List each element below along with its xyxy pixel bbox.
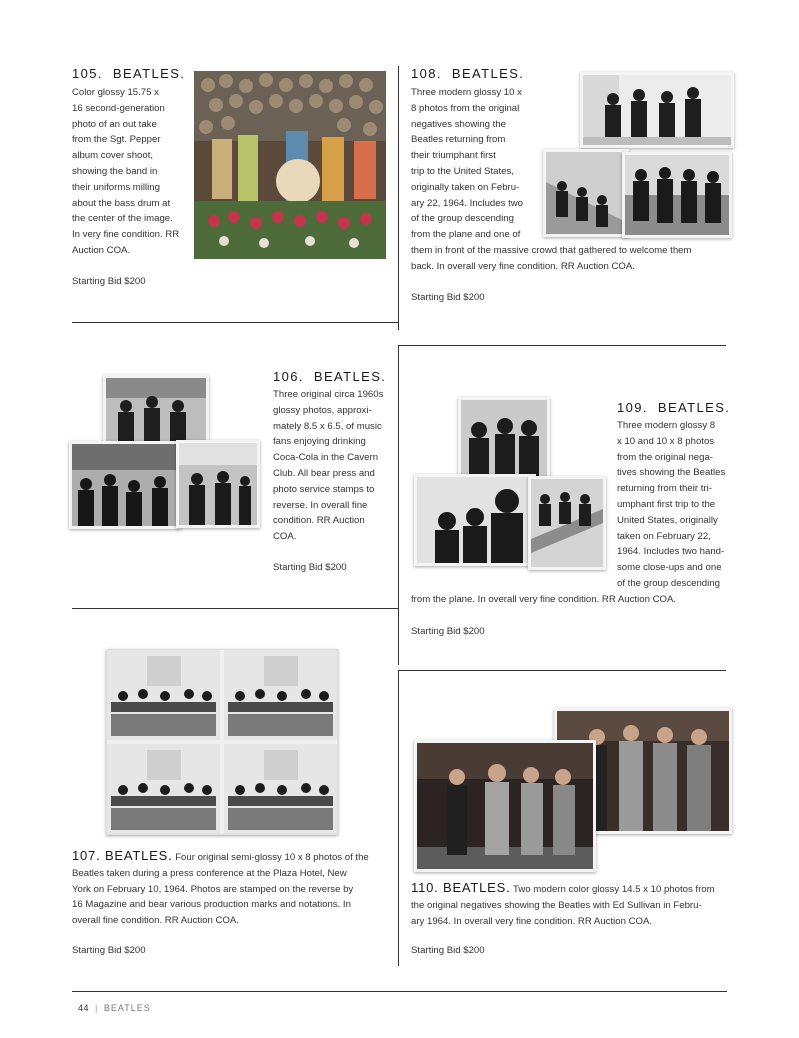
lot-109-title: BEATLES.: [657, 400, 731, 415]
lot-109-description: Three modern glossy 8 x 10 and 10 x 8 photos from the original nega- tives showing the Beatles returning from their tri- umphant first trip to the United States, originally taken on February 22, 1964. Includes two hand- some close-ups and one of the group descending: [617, 420, 726, 589]
lot-110-description: 110. BEATLES. Two modern color glossy 14.5 x 10 photos from the original negatives showing the Beatles with Ed Sullivan in Febru- ary 1964. In overall very fine condition. RR Auction COA.: [411, 880, 715, 927]
lot-105-starting-bid: Starting Bid $200: [72, 276, 146, 287]
lot-109-number: 109.: [617, 400, 648, 415]
lot-106-photo-top[interactable]: [103, 375, 209, 448]
footer-divider: |: [95, 1003, 98, 1013]
page-footer: [78, 1003, 151, 1013]
lot-105-description: Color glossy 15.75 x 16 second-generation photo of an out take from the Sgt. Pepper album cover shoot, showing the band in their uniforms milling about the bass drum at the center of the image. In very fine condition. RR Auction COA.: [72, 87, 180, 256]
page-number: 44: [78, 1003, 90, 1013]
lot-107-press-photos[interactable]: [106, 649, 338, 835]
divider-106: [72, 608, 398, 609]
lot-107-description: 107. BEATLES. Four original semi-glossy 10 x 8 photos of the Beatles taken during a press conference at the Plaza Hotel, New York on February 10, 1964. Photos are stamped on the reverse by 16 Magazine and bear various production marks and notations. In overall fine condition. RR Auction COA.: [72, 848, 369, 927]
lot-107-heading: [72, 848, 173, 863]
lot-108-photo-crowd[interactable]: [622, 152, 732, 238]
lot-109-description-wide: from the plane. In overall very fine condition. RR Auction COA.: [411, 594, 677, 605]
lot-108-photo-stairs[interactable]: [543, 149, 629, 237]
lot-107-starting-bid: Starting Bid $200: [72, 945, 146, 956]
lot-108-description-wide: them in front of the massive crowd that gathered to welcome them back. In overall very fine condition. RR Auction COA.: [411, 245, 692, 272]
lot-108-starting-bid: Starting Bid $200: [411, 292, 485, 303]
lot-109-photo-closeup[interactable]: [414, 474, 536, 566]
divider-v-middle: [398, 345, 399, 665]
lot-106-number: 106.: [273, 369, 304, 384]
divider-105: [72, 322, 398, 323]
lot-110-photo-front[interactable]: [414, 740, 596, 872]
footer-rule: [72, 991, 727, 992]
divider-v-top: [398, 66, 399, 330]
lot-109-heading: [617, 400, 730, 415]
divider-108: [398, 345, 726, 346]
lot-108-number: 108.: [411, 66, 442, 81]
lot-109-starting-bid: Starting Bid $200: [411, 626, 485, 637]
lot-106-starting-bid: Starting Bid $200: [273, 562, 347, 573]
lot-110-title: BEATLES.: [442, 880, 511, 895]
lot-106-description: Three original circa 1960s glossy photos, approxi- mately 8.5 x 6.5, of music fans enjoying drinking Coca-Cola in the Cavern Club. All bear press and photo service stamps to reverse. In overall fine condition. RR Auction COA.: [273, 389, 384, 543]
lot-108-photo-plane[interactable]: [580, 72, 734, 148]
lot-105-sgt-pepper-photo[interactable]: [194, 71, 386, 259]
lot-107-title: BEATLES.: [104, 848, 173, 863]
lot-105-number: 105.: [72, 66, 103, 81]
lot-105-title: BEATLES.: [112, 66, 186, 81]
lot-105-heading: [72, 66, 185, 81]
lot-107-number: 107.: [72, 848, 101, 863]
lot-109-photo-top[interactable]: [458, 397, 550, 481]
lot-106-photo-left[interactable]: [69, 441, 181, 529]
lot-108-heading: [411, 66, 524, 81]
divider-v-bottom: [398, 670, 399, 966]
lot-108-title: BEATLES.: [451, 66, 525, 81]
lot-106-photo-right[interactable]: [176, 440, 260, 528]
section-name: BEATLES: [103, 1003, 151, 1013]
lot-106-title: BEATLES.: [313, 369, 387, 384]
lot-108-description: Three modern glossy 10 x 8 photos from the original negatives showing the Beatles returning from their triumphant first trip to the United States, originally taken on Febru- ary 22, 1964. Includes two of the group descending from the plane and one of: [411, 87, 523, 241]
lot-110-heading: [411, 880, 511, 895]
lot-110-starting-bid: Starting Bid $200: [411, 945, 485, 956]
lot-109-photo-plane[interactable]: [528, 476, 606, 570]
lot-110-number: 110.: [411, 880, 439, 895]
lot-106-heading: [273, 369, 386, 384]
divider-109: [398, 670, 726, 671]
